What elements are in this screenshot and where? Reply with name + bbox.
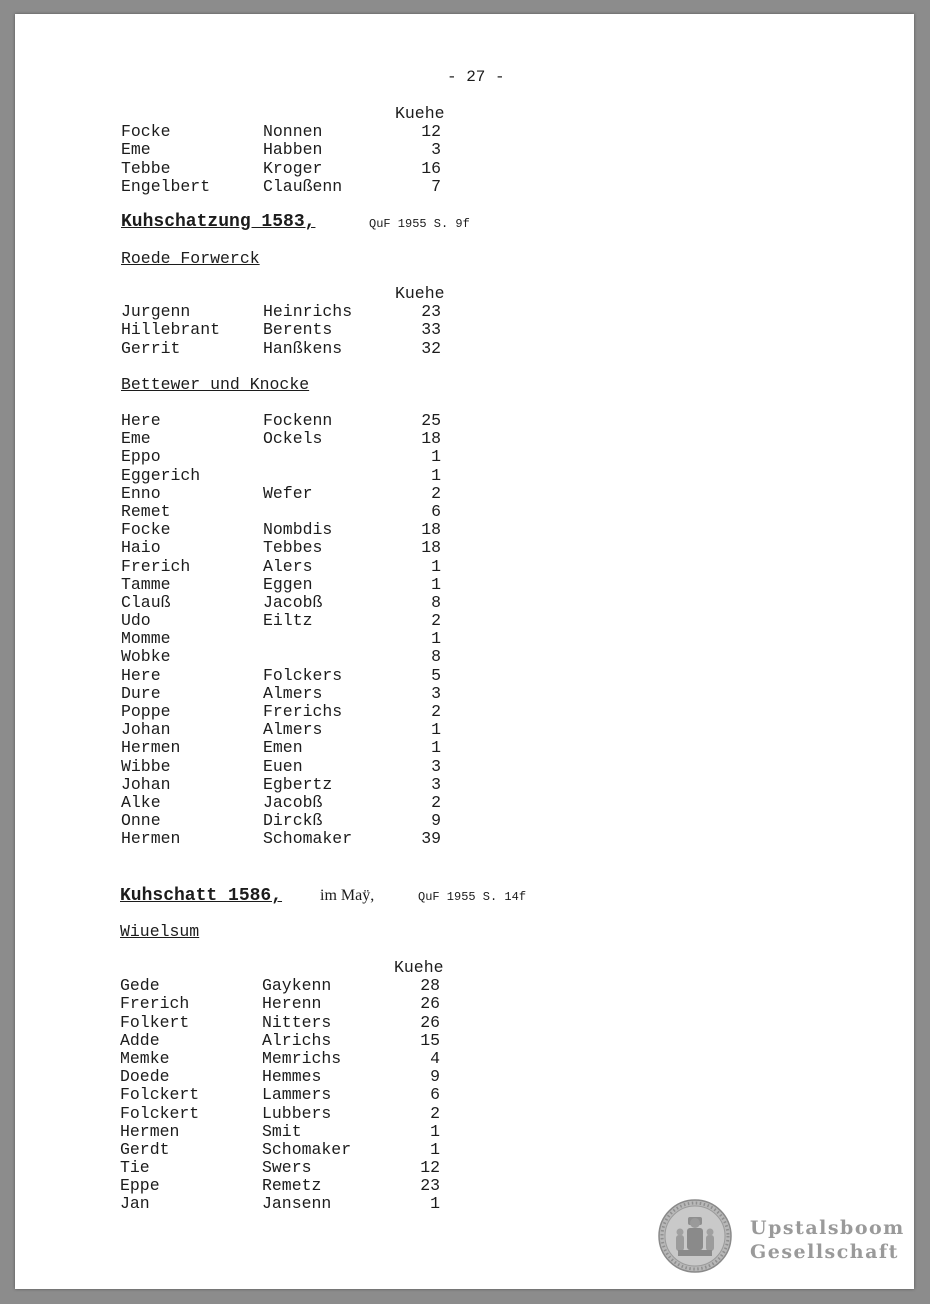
cow-count: 12 bbox=[420, 1158, 440, 1178]
last-name: Hanßkens bbox=[263, 338, 343, 358]
cow-count: 28 bbox=[420, 976, 440, 996]
cow-count: 1 bbox=[430, 1139, 440, 1159]
first-name: Eppe bbox=[120, 1176, 160, 1196]
first-name: Eme bbox=[121, 140, 151, 160]
last-name: Eggen bbox=[263, 574, 313, 594]
last-name: Schomaker bbox=[262, 1139, 352, 1159]
cow-count: 15 bbox=[420, 1030, 440, 1050]
group-title-wiuelsum: Wiuelsum bbox=[120, 922, 200, 941]
cow-count: 16 bbox=[421, 158, 441, 178]
column-header-kuehe: Kuehe bbox=[395, 284, 445, 303]
first-name: Adde bbox=[120, 1030, 160, 1050]
first-name: Remet bbox=[121, 501, 171, 521]
last-name: Lubbers bbox=[262, 1103, 332, 1123]
cow-count: 1 bbox=[430, 1194, 440, 1214]
first-name: Poppe bbox=[121, 702, 171, 721]
last-name: Folckers bbox=[263, 665, 343, 685]
column-header-kuehe: Kuehe bbox=[394, 958, 444, 977]
first-name: Haio bbox=[121, 538, 161, 558]
first-name: Folckert bbox=[120, 1103, 200, 1123]
logo-line-1: Upstalsboom bbox=[750, 1217, 905, 1239]
cow-count: 3 bbox=[431, 756, 441, 776]
first-name: Focke bbox=[121, 122, 171, 142]
last-name: Berents bbox=[263, 320, 333, 340]
first-name: Eppo bbox=[121, 447, 161, 467]
cow-count: 8 bbox=[431, 647, 441, 667]
last-name: Nitters bbox=[262, 1012, 332, 1032]
cow-count: 26 bbox=[420, 994, 440, 1014]
page-number: - 27 - bbox=[447, 68, 505, 86]
last-name: Almers bbox=[263, 683, 323, 703]
last-name: Euen bbox=[263, 756, 303, 776]
last-name: Nonnen bbox=[263, 122, 323, 142]
last-name: Jansenn bbox=[262, 1194, 332, 1214]
last-name: Swers bbox=[262, 1158, 312, 1178]
last-name: Emen bbox=[263, 738, 303, 758]
last-name: Egbertz bbox=[263, 774, 333, 794]
column-header-kuehe: Kuehe bbox=[395, 104, 445, 123]
first-name: Hermen bbox=[120, 1121, 180, 1141]
first-name: Clauß bbox=[121, 592, 171, 612]
last-name: Fockenn bbox=[263, 411, 333, 430]
first-name: Alke bbox=[121, 792, 161, 812]
first-name: Udo bbox=[121, 611, 151, 631]
first-name: Frerich bbox=[120, 994, 190, 1014]
last-name: Claußenn bbox=[263, 176, 343, 196]
cow-count: 1 bbox=[430, 1121, 440, 1141]
group-title-roede-forwerck: Roede Forwerck bbox=[121, 249, 260, 268]
cow-count: 2 bbox=[431, 483, 441, 503]
last-name: Herenn bbox=[262, 994, 322, 1014]
section-date-note: im Maÿ, bbox=[320, 887, 375, 904]
cow-count: 2 bbox=[431, 702, 441, 721]
cow-count: 1 bbox=[431, 556, 441, 576]
last-name: Nombdis bbox=[263, 520, 333, 540]
last-name: Frerichs bbox=[263, 702, 343, 721]
cow-count: 1 bbox=[431, 629, 441, 649]
first-name: Folckert bbox=[120, 1085, 200, 1105]
first-name: Folkert bbox=[120, 1012, 190, 1032]
last-name: Dirckß bbox=[263, 811, 323, 831]
cow-count: 2 bbox=[431, 792, 441, 812]
first-name: Jurgenn bbox=[121, 302, 191, 322]
last-name: Alrichs bbox=[262, 1030, 332, 1050]
cow-count: 6 bbox=[431, 501, 441, 521]
first-name: Frerich bbox=[121, 556, 191, 576]
last-name: Kroger bbox=[263, 158, 323, 178]
last-name: Schomaker bbox=[263, 829, 353, 849]
cow-count: 25 bbox=[421, 411, 441, 430]
first-name: Jan bbox=[120, 1194, 150, 1214]
cow-count: 3 bbox=[431, 140, 441, 160]
society-seal-icon bbox=[658, 1199, 732, 1273]
cow-count: 18 bbox=[421, 520, 441, 540]
last-name: Jacobß bbox=[263, 792, 323, 812]
source-reference-1586: QuF 1955 S. 14f bbox=[418, 890, 527, 904]
society-logo-text bbox=[750, 1216, 905, 1264]
first-name: Doede bbox=[120, 1067, 170, 1087]
section-title-1586: Kuhschatt 1586, bbox=[120, 886, 283, 906]
first-name: Hillebrant bbox=[121, 320, 221, 340]
cow-count: 1 bbox=[431, 447, 441, 467]
cow-count: 7 bbox=[431, 176, 441, 196]
cow-count: 6 bbox=[430, 1085, 440, 1105]
first-name: Johan bbox=[121, 720, 171, 740]
cow-count: 3 bbox=[431, 774, 441, 794]
first-name: Memke bbox=[120, 1048, 170, 1068]
cow-count: 23 bbox=[421, 302, 441, 322]
cow-count: 1 bbox=[431, 574, 441, 594]
cow-count: 1 bbox=[431, 738, 441, 758]
last-name: Memrichs bbox=[262, 1048, 342, 1068]
cow-count: 8 bbox=[431, 592, 441, 612]
first-name: Gerdt bbox=[120, 1139, 170, 1159]
cow-count: 2 bbox=[431, 611, 441, 631]
cow-count: 18 bbox=[421, 538, 441, 558]
cow-count: 1 bbox=[431, 465, 441, 485]
last-name: Ockels bbox=[263, 429, 323, 449]
cow-count: 9 bbox=[431, 811, 441, 831]
last-name: Eiltz bbox=[263, 611, 313, 631]
last-name: Hemmes bbox=[262, 1067, 322, 1087]
first-name: Eme bbox=[121, 429, 151, 449]
first-name: Hermen bbox=[121, 738, 181, 758]
last-name: Remetz bbox=[262, 1176, 322, 1196]
cow-count: 12 bbox=[421, 122, 441, 142]
first-name: Engelbert bbox=[121, 176, 211, 196]
cow-count: 23 bbox=[420, 1176, 440, 1196]
first-name: Tebbe bbox=[121, 158, 171, 178]
cow-count: 5 bbox=[431, 665, 441, 685]
last-name: Heinrichs bbox=[263, 302, 353, 322]
first-name: Hermen bbox=[121, 829, 181, 849]
first-name: Dure bbox=[121, 683, 161, 703]
last-name: Tebbes bbox=[263, 538, 323, 558]
last-name: Habben bbox=[263, 140, 323, 160]
first-name: Momme bbox=[121, 629, 171, 649]
first-name: Here bbox=[121, 665, 161, 685]
cow-count: 33 bbox=[421, 320, 441, 340]
section-title-1583: Kuhschatzung 1583, bbox=[121, 212, 316, 232]
last-name: Gaykenn bbox=[262, 976, 332, 996]
last-name: Smit bbox=[262, 1121, 302, 1141]
first-name: Gerrit bbox=[121, 338, 181, 358]
logo-line-2: Gesellschaft bbox=[750, 1241, 899, 1263]
first-name: Eggerich bbox=[121, 465, 201, 485]
first-name: Enno bbox=[121, 483, 161, 503]
cow-count: 32 bbox=[421, 338, 441, 358]
last-name: Wefer bbox=[263, 483, 313, 503]
first-name: Wobke bbox=[121, 647, 171, 667]
last-name: Jacobß bbox=[263, 592, 323, 612]
first-name: Here bbox=[121, 411, 161, 430]
cow-count: 1 bbox=[431, 720, 441, 740]
cow-count: 3 bbox=[431, 683, 441, 703]
first-name: Wibbe bbox=[121, 756, 171, 776]
cow-count: 2 bbox=[430, 1103, 440, 1123]
cow-count: 18 bbox=[421, 429, 441, 449]
first-name: Tie bbox=[120, 1158, 150, 1178]
cow-count: 39 bbox=[421, 829, 441, 849]
first-name: Onne bbox=[121, 811, 161, 831]
first-name: Gede bbox=[120, 976, 160, 996]
last-name: Lammers bbox=[262, 1085, 332, 1105]
first-name: Johan bbox=[121, 774, 171, 794]
cow-count: 26 bbox=[420, 1012, 440, 1032]
cow-count: 9 bbox=[430, 1067, 440, 1087]
first-name: Tamme bbox=[121, 574, 171, 594]
source-reference-1583: QuF 1955 S. 9f bbox=[369, 217, 470, 231]
first-name: Focke bbox=[121, 520, 171, 540]
last-name: Alers bbox=[263, 556, 313, 576]
cow-count: 4 bbox=[430, 1048, 440, 1068]
last-name: Almers bbox=[263, 720, 323, 740]
group-title-bettewer-und-knocke: Bettewer und Knocke bbox=[121, 375, 310, 394]
